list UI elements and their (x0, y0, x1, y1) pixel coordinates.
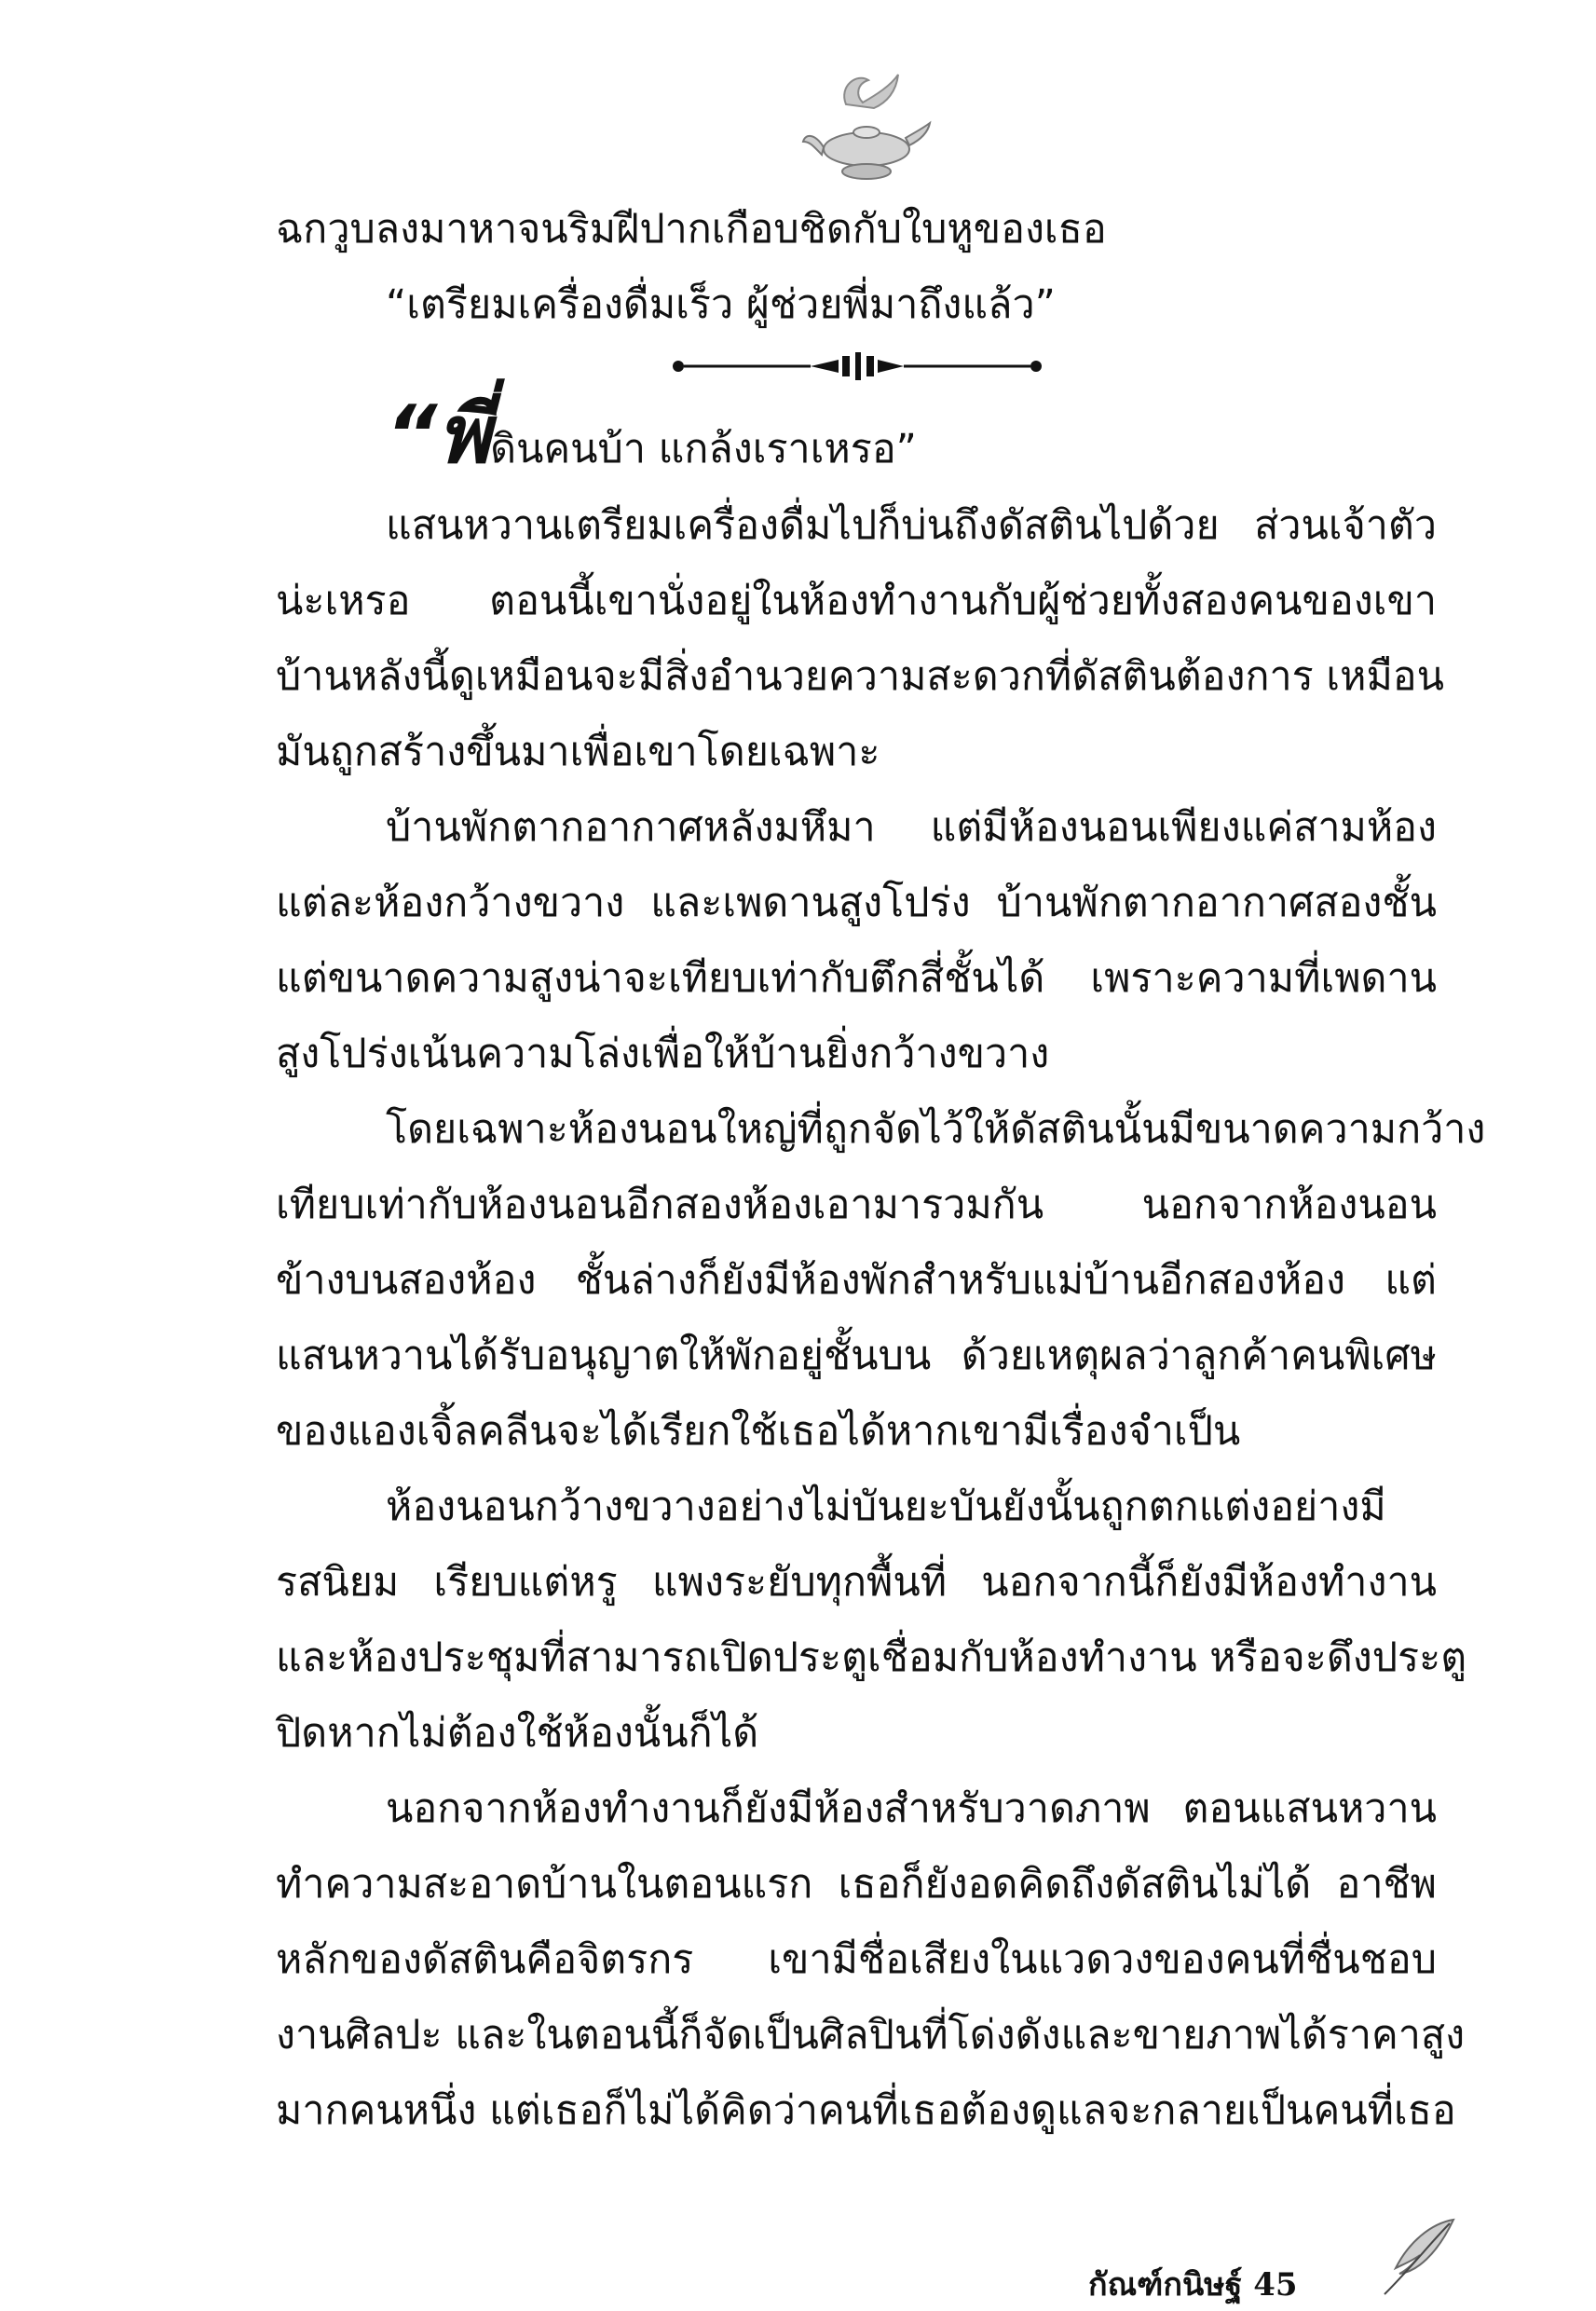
paragraph (276, 1771, 1466, 2149)
text-line: น่ะเหรอ ตอนนี้เขานั่งอยู่ในห้องทำงานกับผู้ช่วยทั้งสองคนของเขา (276, 578, 1437, 624)
text-line: งานศิลปะ และในตอนนี้ก็จัดเป็นศิลปินที่โด่งดังและขายภาพได้ราคาสูง (276, 2012, 1466, 2058)
text-line: แต่ละห้องกว้างขวาง และเพดานสูงโปร่ง บ้านพักตากอากาศสองชั้น (276, 880, 1437, 926)
text-line: เทียบเท่ากับห้องนอนอีกสองห้องเอามารวมกัน นอกจากห้องนอน (276, 1182, 1437, 1228)
genie-lamp-icon (801, 67, 932, 188)
opening-line-text: ดินคนบ้า แกล้งเราเหรอ” (490, 426, 917, 472)
text-line: นอกจากห้องทำงานก็ยังมีห้องสำหรับวาดภาพ ตอนแสนหวาน (386, 1785, 1437, 1832)
paragraph (276, 488, 1445, 790)
feather-quill-icon (1375, 2214, 1461, 2300)
text-line: แสนหวานเตรียมเครื่องดื่มไปก็บ่นถึงดัสตินไปด้วย ส่วนเจ้าตัว (386, 502, 1437, 549)
text-line: หลักของดัสตินคือจิตรกร เขามีชื่อเสียงในแวดวงของคนที่ชื่นชอบ (276, 1936, 1437, 1983)
paragraph (276, 1470, 1467, 1771)
text-line: แต่ขนาดความสูงน่าจะเทียบเท่ากับตึกสี่ชั้นได้ เพราะความที่เพดาน (276, 955, 1437, 1002)
body-text (276, 488, 1486, 2149)
text-line: ของแองเจิ้ลคลีนจะได้เรียกใช้เธอได้หากเขามีเรื่องจำเป็น (276, 1408, 1241, 1455)
text-line: บ้านพักตากอากาศหลังมหึมา แต่มีห้องนอนเพียงแค่สามห้อง (386, 804, 1437, 851)
text-line: สูงโปร่งเน้นความโล่งเพื่อให้บ้านยิ่งกว้างขวาง (276, 1031, 1050, 1077)
book-title: กัณฑ์กนิษฐ์ (1088, 2266, 1243, 2304)
paragraph (276, 1092, 1486, 1470)
quoted-dialogue: “เตรียมเครื่องดื่มเร็ว ผู้ช่วยพี่มาถึงแล้ว” (386, 281, 1056, 328)
text-line: แสนหวานได้รับอนุญาตให้พักอยู่ชั้นบน ด้วยเหตุผลว่าลูกค้าคนพิเศษ (276, 1333, 1437, 1379)
paragraph (276, 790, 1437, 1092)
text-line: ทำความสะอาดบ้านในตอนแรก เธอก็ยังอดคิดถึงดัสตินไม่ได้ อาชีพ (276, 1861, 1437, 1908)
text-line: มันถูกสร้างขึ้นมาเพื่อเขาโดยเฉพาะ (276, 729, 880, 775)
text-line: ห้องนอนกว้างขวางอย่างไม่บันยะบันยังนั้นถูกตกแต่งอย่างมี (386, 1484, 1386, 1530)
opening-line (386, 389, 1437, 491)
text-line: และห้องประชุมที่สามารถเปิดประตูเชื่อมกับห้องทำงาน หรือจะดึงประตู (276, 1634, 1467, 1681)
text-line: รสนิยม เรียบแต่หรู แพงระยับทุกพื้นที่ นอกจากนี้ก็ยังมีห้องทำงาน (276, 1559, 1437, 1606)
text-line: ข้างบนสองห้อง ชั้นล่างก็ยังมีห้องพักสำหรับแม่บ้านอีกสองห้อง แต่ (276, 1257, 1437, 1304)
text-line: ฉกวูบลงมาหาจนริมฝีปากเกือบชิดกับใบหูของเธอ (276, 206, 1107, 253)
text-line: โดยเฉพาะห้องนอนใหญ่ที่ถูกจัดไว้ให้ดัสตินนั้นมีขนาดความกว้าง (386, 1106, 1486, 1153)
text-line: ปิดหากไม่ต้องใช้ห้องนั้นก็ได้ (276, 1710, 759, 1757)
drop-cap: “พี่ (386, 389, 491, 482)
text-line: บ้านหลังนี้ดูเหมือนจะมีสิ่งอำนวยความสะดวกที่ดัสตินต้องการ เหมือน (276, 653, 1445, 700)
scene-break-ornament (671, 350, 1044, 382)
text-line: มากคนหนึ่ง แต่เธอก็ไม่ได้คิดว่าคนที่เธอต้องดูแลจะกลายเป็นคนที่เธอ (276, 2087, 1456, 2134)
page-footer (1088, 2259, 1298, 2309)
page-number: 45 (1253, 2266, 1298, 2304)
